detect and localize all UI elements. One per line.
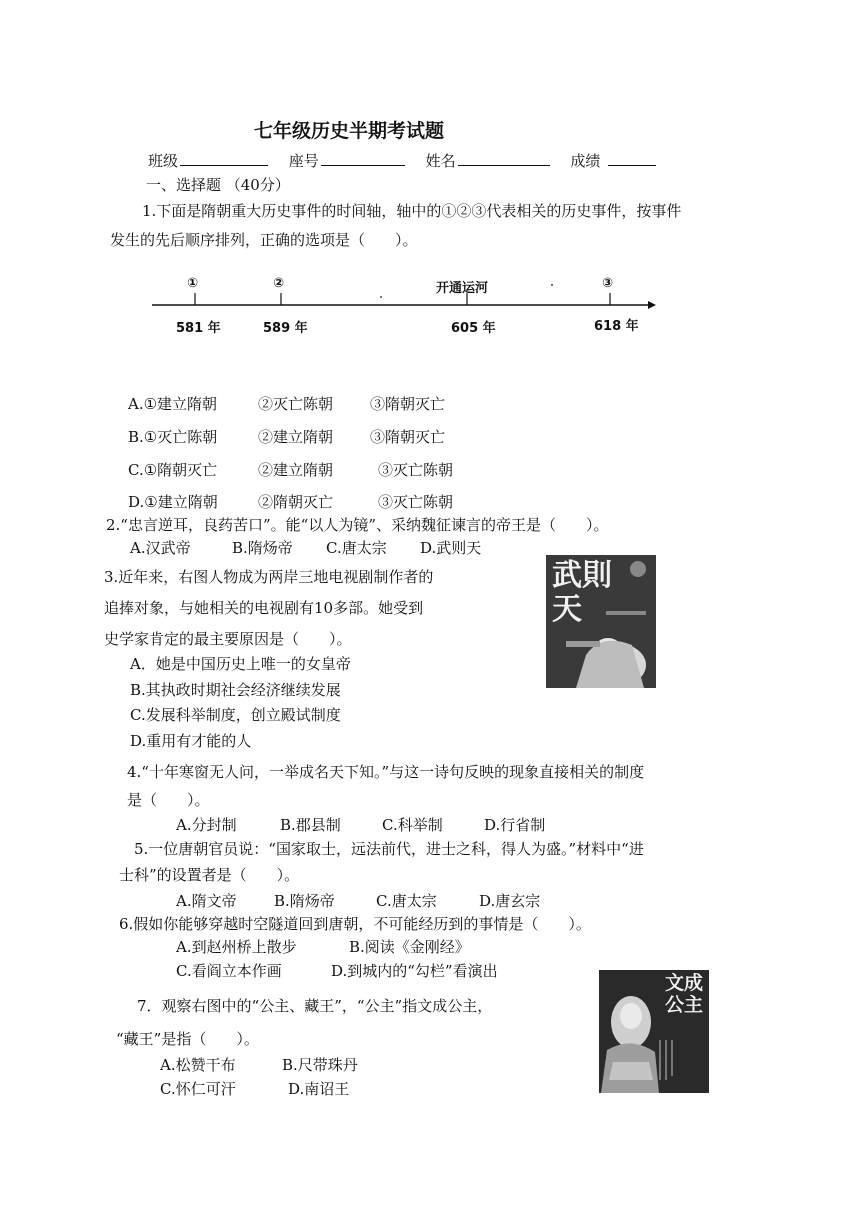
q4-option-d[interactable]: D.行省制	[484, 816, 546, 834]
q7-options-row1	[160, 1054, 358, 1075]
name-blank[interactable]	[458, 151, 550, 166]
q5-option-c[interactable]: C.唐太宗	[376, 892, 437, 910]
q6-stem: 6.假如你能够穿越时空隧道回到唐朝，不可能经历到的事情是（ ）。	[119, 915, 591, 933]
q2-option-b[interactable]: B.隋炀帝	[232, 539, 293, 557]
q7-option-b[interactable]: B.尺带珠丹	[282, 1056, 358, 1074]
q1-timeline	[150, 270, 660, 340]
q5-stem-line1: 5.一位唐朝官员说：“国家取士，远法前代，进士之科，得人为盛。”材料中“进	[134, 840, 644, 858]
timeline-mark-2: ②	[273, 276, 285, 291]
q7-option-c[interactable]: C.怀仁可汗	[160, 1080, 236, 1098]
seat-label: 座号	[288, 152, 319, 170]
q3-option-c[interactable]: C.发展科举制度，创立殿试制度	[130, 706, 341, 724]
q1-stem-line1: 1.下面是隋朝重大历史事件的时间轴，轴中的①②③代表相关的历史事件，按事件	[142, 202, 682, 220]
q4-stem-line1: 4.“十年寒窗无人问，一举成名天下知。”与这一诗句反映的现象直接相关的制度	[127, 763, 645, 781]
q7-stem-line1: 7．观察右图中的“公主、藏王”，“公主”指文成公主，	[137, 997, 493, 1015]
q6-option-b[interactable]: B.阅读《金刚经》	[349, 938, 470, 956]
q5-option-a[interactable]: A.隋文帝	[176, 892, 237, 910]
wencheng-poster-image	[599, 970, 709, 1093]
timeline-mark-canal: 开通运河	[436, 281, 489, 296]
timeline-year-581: 581 年	[176, 321, 221, 336]
q3-stem-line3: 史学家肯定的最主要原因是（ ）。	[104, 630, 352, 648]
q3-stem-line2: 追捧对象，与她相关的电视剧有10多部。她受到	[104, 599, 424, 617]
header-fields	[148, 150, 656, 171]
timeline-year-605: 605 年	[451, 321, 496, 336]
timeline-mark-1: ①	[187, 276, 199, 291]
wencheng-poster-text: 文成公主	[664, 972, 703, 1016]
q6-option-c[interactable]: C.看阎立本作画	[176, 962, 282, 980]
q7-stem-line2: “藏王”是指（ ）。	[116, 1030, 259, 1048]
q7-option-a[interactable]: A.松赞干布	[160, 1056, 236, 1074]
timeline-arrow-icon	[648, 301, 656, 309]
timeline-mark-3: ③	[602, 276, 614, 291]
q1-option-b[interactable]: B.①灭亡陈朝 ②建立隋朝 ③隋朝灭亡	[128, 428, 446, 446]
scan-dot	[551, 284, 553, 286]
class-blank[interactable]	[180, 151, 268, 166]
q1-option-c[interactable]: C.①隋朝灭亡 ②建立隋朝 ③灭亡陈朝	[128, 461, 454, 479]
q3-option-b[interactable]: B.其执政时期社会经济继续发展	[130, 681, 341, 699]
q1-option-a[interactable]: A.①建立隋朝 ②灭亡陈朝 ③隋朝灭亡	[128, 395, 446, 413]
page-title: 七年级历史半期考试题	[254, 120, 445, 142]
q1-option-d[interactable]: D.①建立隋朝 ②隋朝灭亡 ③灭亡陈朝	[128, 493, 454, 511]
q2-stem: 2.“忠言逆耳，良药苦口”。能“以人为镜”、采纳魏征谏言的帝王是（ ）。	[106, 516, 609, 534]
q2-option-a[interactable]: A.汉武帝	[130, 539, 191, 557]
q6-options-row1	[176, 936, 470, 957]
q7-options-row2	[160, 1078, 349, 1099]
q1-stem-line2: 发生的先后顺序排列，正确的选项是（ ）。	[110, 231, 418, 249]
class-label: 班级	[148, 152, 179, 170]
q5-options	[176, 890, 540, 911]
q5-option-b[interactable]: B.隋炀帝	[274, 892, 335, 910]
q7-option-d[interactable]: D.南诏王	[288, 1080, 350, 1098]
timeline-year-618: 618 年	[594, 319, 639, 334]
q4-stem-line2: 是（ ）。	[127, 791, 210, 809]
seat-blank[interactable]	[321, 151, 405, 166]
score-label: 成绩	[570, 152, 601, 170]
q2-options	[130, 537, 481, 558]
q4-option-c[interactable]: C.科举制	[382, 816, 443, 834]
q4-option-b[interactable]: B.郡县制	[280, 816, 341, 834]
timeline-year-589: 589 年	[263, 321, 308, 336]
q2-option-d[interactable]: D.武则天	[420, 539, 482, 557]
q4-option-a[interactable]: A.分封制	[176, 816, 237, 834]
score-blank[interactable]	[608, 151, 656, 166]
q3-stem-line1: 3.近年来，右图人物成为两岸三地电视剧制作者的	[104, 568, 434, 586]
q3-option-a[interactable]: A．她是中国历史上唯一的女皇帝	[130, 655, 351, 673]
q6-options-row2	[176, 960, 498, 981]
scan-dot	[380, 296, 382, 298]
q5-option-d[interactable]: D.唐玄宗	[479, 892, 541, 910]
q6-option-d[interactable]: D.到城内的“勾栏”看演出	[331, 962, 498, 980]
q4-options	[176, 814, 545, 835]
q3-option-d[interactable]: D.重用有才能的人	[130, 732, 252, 750]
section-heading: 一、选择题 （40分）	[146, 176, 290, 194]
q6-option-a[interactable]: A.到赵州桥上散步	[176, 938, 297, 956]
q2-option-c[interactable]: C.唐太宗	[326, 539, 387, 557]
name-label: 姓名	[425, 152, 456, 170]
wu-zetian-poster-text: 武則天	[552, 558, 612, 627]
q5-stem-line2: 士科”的设置者是（ ）。	[119, 866, 300, 884]
wu-zetian-poster-image	[546, 555, 656, 688]
